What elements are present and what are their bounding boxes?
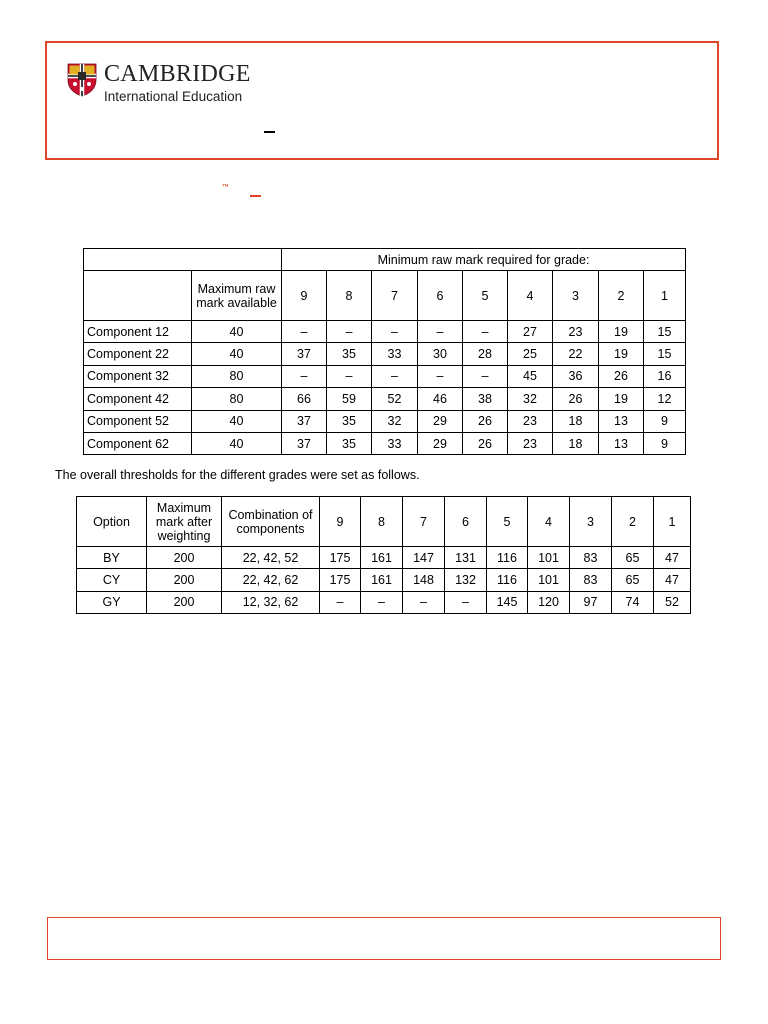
combination-cell: 22, 42, 62 xyxy=(222,569,320,591)
mark-cell: 175 xyxy=(320,547,361,569)
mark-cell: 120 xyxy=(528,591,570,613)
mark-cell: 116 xyxy=(487,569,528,591)
grade-header: 4 xyxy=(528,497,570,547)
mark-cell: 83 xyxy=(570,547,612,569)
mark-cell: 32 xyxy=(372,410,418,432)
mark-cell: 97 xyxy=(570,591,612,613)
grade-header: 5 xyxy=(487,497,528,547)
mark-cell: – xyxy=(445,591,487,613)
mark-cell: 18 xyxy=(553,432,599,454)
table-row xyxy=(84,410,686,432)
mark-cell: 13 xyxy=(599,432,644,454)
mark-cell: 47 xyxy=(654,547,691,569)
mark-cell: 145 xyxy=(487,591,528,613)
option-cell: GY xyxy=(77,591,147,613)
mark-cell: – xyxy=(418,321,463,343)
component-name: Component 62 xyxy=(84,432,192,454)
mark-cell: – xyxy=(372,365,418,387)
combination-cell: 22, 42, 52 xyxy=(222,547,320,569)
max-mark-cell: 200 xyxy=(147,569,222,591)
grade-header: 8 xyxy=(361,497,403,547)
component-name: Component 12 xyxy=(84,321,192,343)
mark-cell: 37 xyxy=(282,432,327,454)
mark-cell: 9 xyxy=(644,432,686,454)
mark-cell: 65 xyxy=(612,569,654,591)
footer-box xyxy=(47,917,721,960)
component-name: Component 52 xyxy=(84,410,192,432)
table-row xyxy=(84,321,686,343)
header-dash xyxy=(264,131,275,133)
component-name: Component 32 xyxy=(84,365,192,387)
grade-header: 3 xyxy=(553,271,599,321)
table-row xyxy=(77,569,691,591)
mark-cell: 33 xyxy=(372,432,418,454)
mark-cell: – xyxy=(327,321,372,343)
header-box xyxy=(45,41,719,160)
mark-cell: 28 xyxy=(463,343,508,365)
max-mark-cell: 80 xyxy=(192,365,282,387)
mark-cell: 59 xyxy=(327,388,372,410)
mark-cell: 47 xyxy=(654,569,691,591)
cambridge-crest-icon xyxy=(67,63,97,97)
mark-cell: 65 xyxy=(612,547,654,569)
component-name: Component 42 xyxy=(84,388,192,410)
mark-cell: – xyxy=(361,591,403,613)
mark-cell: – xyxy=(463,321,508,343)
max-weighted-header: Maximum mark after weighting xyxy=(147,497,222,547)
mark-cell: 30 xyxy=(418,343,463,365)
mark-cell: 19 xyxy=(599,343,644,365)
max-mark-cell: 40 xyxy=(192,410,282,432)
mark-cell: 38 xyxy=(463,388,508,410)
brand-name: CAMBRIDGE xyxy=(104,61,251,87)
mark-cell: 26 xyxy=(463,410,508,432)
mark-cell: 37 xyxy=(282,410,327,432)
mark-cell: 9 xyxy=(644,410,686,432)
mark-cell: 147 xyxy=(403,547,445,569)
blank-header-cell xyxy=(84,271,192,321)
mark-cell: 132 xyxy=(445,569,487,591)
grade-header: 1 xyxy=(654,497,691,547)
mark-cell: 12 xyxy=(644,388,686,410)
blank-header-cell xyxy=(84,249,282,271)
intro-text: The overall thresholds for the different grades were set as follows. xyxy=(55,468,420,482)
mark-cell: 26 xyxy=(599,365,644,387)
table-header-row xyxy=(84,249,686,271)
max-mark-cell: 40 xyxy=(192,432,282,454)
table-row xyxy=(84,343,686,365)
mark-cell: 22 xyxy=(553,343,599,365)
mark-cell: 52 xyxy=(654,591,691,613)
mark-cell: 35 xyxy=(327,410,372,432)
mark-cell: – xyxy=(372,321,418,343)
grade-group-header: Minimum raw mark required for grade: xyxy=(282,249,686,271)
mark-cell: 13 xyxy=(599,410,644,432)
grade-header: 4 xyxy=(508,271,553,321)
mark-cell: 36 xyxy=(553,365,599,387)
grade-header: 8 xyxy=(327,271,372,321)
grade-header: 6 xyxy=(418,271,463,321)
mark-cell: 25 xyxy=(508,343,553,365)
mark-cell: 29 xyxy=(418,432,463,454)
option-header: Option xyxy=(77,497,147,547)
brand-subtitle: International Education xyxy=(104,89,243,104)
option-cell: BY xyxy=(77,547,147,569)
mark-cell: 27 xyxy=(508,321,553,343)
red-dash xyxy=(250,195,261,197)
max-mark-cell: 200 xyxy=(147,591,222,613)
mark-cell: 161 xyxy=(361,569,403,591)
grade-header: 9 xyxy=(282,271,327,321)
grade-header: 2 xyxy=(612,497,654,547)
max-mark-cell: 40 xyxy=(192,343,282,365)
mark-cell: 35 xyxy=(327,343,372,365)
mark-cell: 148 xyxy=(403,569,445,591)
mark-cell: 16 xyxy=(644,365,686,387)
mark-cell: 23 xyxy=(508,432,553,454)
mark-cell: 32 xyxy=(508,388,553,410)
mark-cell: 52 xyxy=(372,388,418,410)
option-cell: CY xyxy=(77,569,147,591)
mark-cell: 26 xyxy=(553,388,599,410)
mark-cell: 101 xyxy=(528,569,570,591)
combination-header: Combination of components xyxy=(222,497,320,547)
mark-cell: – xyxy=(403,591,445,613)
cambridge-logo xyxy=(67,60,267,106)
max-raw-mark-header: Maximum raw mark available xyxy=(192,271,282,321)
mark-cell: 175 xyxy=(320,569,361,591)
mark-cell: 26 xyxy=(463,432,508,454)
mark-cell: 19 xyxy=(599,388,644,410)
grade-header: 9 xyxy=(320,497,361,547)
mark-cell: 18 xyxy=(553,410,599,432)
mark-cell: 19 xyxy=(599,321,644,343)
overall-thresholds-table xyxy=(76,496,691,614)
mark-cell: – xyxy=(327,365,372,387)
grade-header: 7 xyxy=(403,497,445,547)
mark-cell: – xyxy=(282,321,327,343)
table-header-row xyxy=(77,497,691,547)
grade-header: 6 xyxy=(445,497,487,547)
combination-cell: 12, 32, 62 xyxy=(222,591,320,613)
grade-header: 3 xyxy=(570,497,612,547)
grade-header: 1 xyxy=(644,271,686,321)
mark-cell: – xyxy=(282,365,327,387)
mark-cell: 35 xyxy=(327,432,372,454)
mark-cell: 74 xyxy=(612,591,654,613)
mark-cell: 23 xyxy=(553,321,599,343)
mark-cell: 37 xyxy=(282,343,327,365)
max-mark-cell: 200 xyxy=(147,547,222,569)
mark-cell: – xyxy=(463,365,508,387)
mark-cell: – xyxy=(320,591,361,613)
component-thresholds-table xyxy=(83,248,686,455)
mark-cell: 83 xyxy=(570,569,612,591)
table-row xyxy=(84,432,686,454)
mark-cell: 29 xyxy=(418,410,463,432)
mark-cell: 131 xyxy=(445,547,487,569)
mark-cell: 46 xyxy=(418,388,463,410)
max-mark-cell: 40 xyxy=(192,321,282,343)
mark-cell: 15 xyxy=(644,321,686,343)
table-row xyxy=(77,591,691,613)
mark-cell: 101 xyxy=(528,547,570,569)
table-row xyxy=(84,388,686,410)
grade-header: 5 xyxy=(463,271,508,321)
mark-cell: 116 xyxy=(487,547,528,569)
mark-cell: – xyxy=(418,365,463,387)
table-header-row xyxy=(84,271,686,321)
component-name: Component 22 xyxy=(84,343,192,365)
mark-cell: 15 xyxy=(644,343,686,365)
mark-cell: 161 xyxy=(361,547,403,569)
mark-cell: 23 xyxy=(508,410,553,432)
max-mark-cell: 80 xyxy=(192,388,282,410)
mark-cell: 66 xyxy=(282,388,327,410)
grade-header: 2 xyxy=(599,271,644,321)
trademark-mark: ™ xyxy=(222,184,229,191)
mark-cell: 45 xyxy=(508,365,553,387)
mark-cell: 33 xyxy=(372,343,418,365)
grade-header: 7 xyxy=(372,271,418,321)
table-row xyxy=(84,365,686,387)
table-row xyxy=(77,547,691,569)
